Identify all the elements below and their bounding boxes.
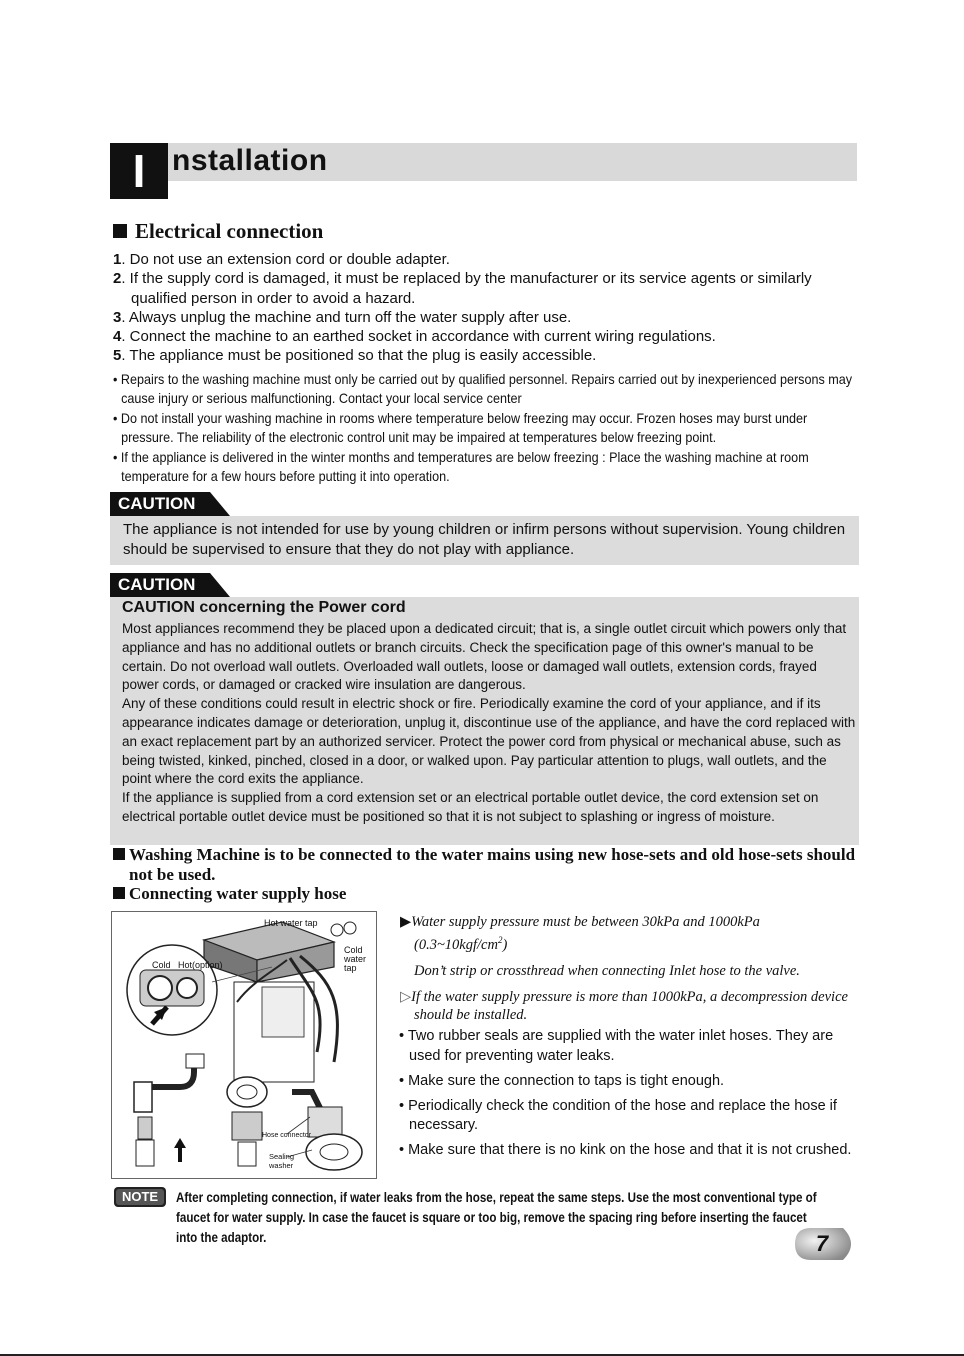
page-number-badge (793, 1226, 859, 1262)
list-item: • If the appliance is delivered in the winter months and temperatures are below freezing : Place the washing machine at room temperature for a few hours before putting it into operation. (113, 448, 809, 485)
washing-machine-illustration (112, 912, 376, 1178)
page-number: 7 (815, 1231, 829, 1256)
pressure-note: ▶Water supply pressure must be between 30kPa and 1000kPa (400, 914, 760, 930)
caution-tag: CAUTION (110, 492, 230, 516)
decompression-note: ▷If the water supply pressure is more than 1000kPa, a decompression device should be installed. (400, 988, 848, 1023)
list-item: • Make sure that there is no kink on the hose and that it is not crushed. (399, 1142, 852, 1158)
paragraph: Any of these conditions could result in electric shock or fire. Periodically examine the cord of your appliance, and if its appearance indicates damage or deterioration, unplug it, discontinue use of the appliance, and have the cord replaced with an exact replacement part by an authorized servicer. Protect the power cord from physical or mechanical abuse, such as being twisted, kinked, pinched, closed in a door, or walked upon. Pay particular attention to plugs, wall outlets, and the point where the cord exits the appliance. (122, 696, 856, 787)
arrow-right-icon: ▶ (400, 914, 412, 930)
pressure-range: $(0.3\sim 10kgf/cm^2)$ (414, 935, 508, 953)
washing-machine-heading: Washing Machine is to be connected to the water mains using new hose-sets and old hose-sets should not be used. (113, 845, 869, 885)
arrow-outline-icon: ▷ (400, 988, 412, 1005)
paragraph: If the appliance is supplied from a cord extension set or an electrical portable outlet device, the cord extension set on electrical portable outlet device must be positioned so that it is not subject to splashing or ingress of moisture. (122, 790, 819, 824)
hose-bullets (399, 1027, 861, 1166)
cold-label: Cold (152, 960, 171, 970)
hot-option-label: Hot(option) (178, 960, 223, 970)
note-label: NOTE (121, 1189, 159, 1204)
pressure-notes (400, 913, 858, 1024)
list-item: 4. Connect the machine to an earthed socket in accordance with current wiring regulations. (113, 328, 716, 346)
electrical-heading: Electrical connection (113, 218, 323, 244)
list-item: 2. If the supply cord is damaged, it must be replaced by the manufacturer or its service agents or similarly qualified person in order to avoid a hazard. (113, 270, 812, 307)
header-initial: I (110, 143, 168, 199)
sealing-washer-label: Sealing washer (269, 1152, 295, 1170)
caution-text: The appliance is not intended for use by young children or infirm persons without supervision. Young children should be supervised to ensure that they do not play with appliance. (123, 521, 846, 558)
list-item: 5. The appliance must be positioned so that the plug is easily accessible. (113, 347, 597, 365)
caution-tag: CAUTION (110, 573, 230, 597)
connect-heading: Connecting water supply hose (113, 883, 346, 905)
list-item: • Make sure the connection to taps is tight enough. (399, 1072, 725, 1089)
numbered-list (113, 250, 853, 366)
hot-water-tap-label: Hot water tap (264, 918, 318, 928)
list-item: • Two rubber seals are supplied with the water inlet hoses. They are used for preventing water leaks. (399, 1028, 834, 1064)
note-badge (114, 1187, 166, 1207)
list-item: • Repairs to the washing machine must only be carried out by qualified personnel. Repairs carried out by inexperienced persons may cause injury or serious malfunctioning. Contact your local service center (113, 371, 853, 407)
list-item: 3. Always unplug the machine and turn off the water supply after use. (113, 308, 572, 326)
hose-connector-label: Hose connector (262, 1132, 312, 1139)
caution-heading: CAUTION concerning the Power cord (122, 599, 406, 616)
list-item: • Periodically check the condition of the hose and replace the hose if necessary. (399, 1097, 837, 1133)
square-bullet-icon (113, 887, 125, 899)
cold-water-tap-label: Cold water tap (344, 945, 367, 973)
note-text: After completing connection, if water leaks from the hose, repeat the same steps. Use the most conventional type of faucet for water supply. In case the faucet is square or too big, remove the spacing ring before inserting the faucet into the adaptor. (176, 1190, 817, 1245)
page-title: nstallation (172, 144, 328, 177)
caution-body (122, 620, 857, 827)
square-bullet-icon (113, 848, 125, 860)
paragraph: Most appliances recommend they be placed upon a dedicated circuit; that is, a single outlet circuit which powers only that appliance and has no additional outlets or branch circuits. Check the specification page of this owner's manual to be certain. Do not overload wall outlets. Overloaded wall outlets, loose or damaged wall outlets, extension cords, frayed power cords, or damaged or cracked wire insulation are dangerous. (122, 621, 847, 693)
hose-connection-figure (111, 911, 377, 1179)
list-item: 1. Do not use an extension cord or double adapter. (113, 251, 450, 268)
list-item: • Do not install your washing machine in rooms where temperature below freezing may occur. Frozen hoses may burst under pressure. The reliability of the electronic control unit may be impaired at temperatures below freezing point. (113, 409, 808, 446)
square-bullet-icon (113, 224, 127, 238)
bullet-list (113, 370, 853, 486)
strip-note: Don’t strip or crossthread when connecting Inlet hose to the valve. (414, 962, 800, 979)
